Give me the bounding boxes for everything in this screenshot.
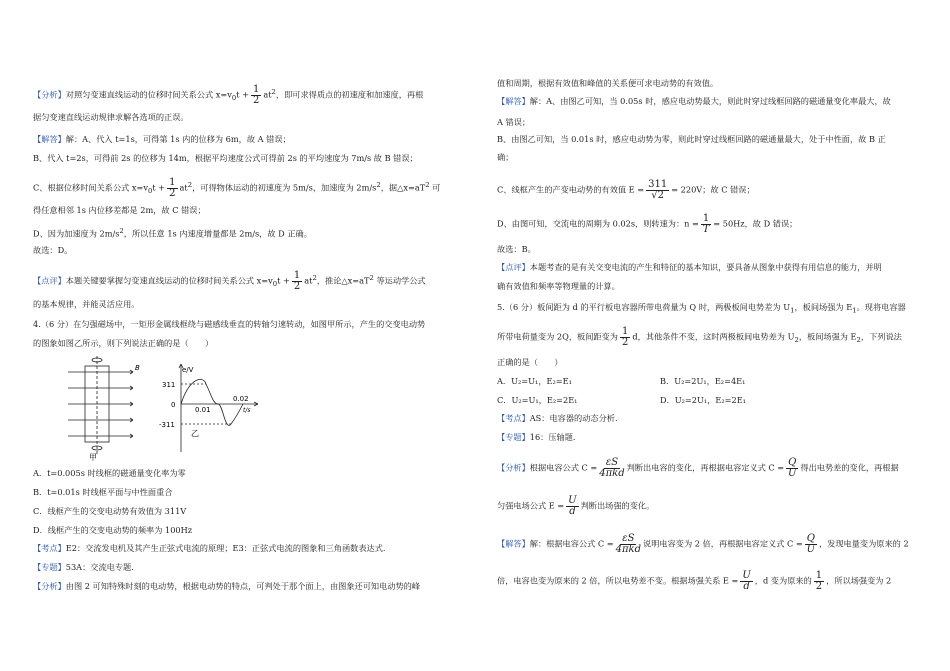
special-tag: 【专题】 <box>497 432 530 442</box>
field-label: B <box>135 364 140 372</box>
comment-line-2: 的基本规律，并能灵活应用。 <box>33 299 140 309</box>
option-5a: A．U₂=U₁，E₂=E₁ <box>497 376 572 386</box>
text: 5.（6 分）板间距为 d 的平行板电容器所带电荷量为 Q 时，两极板间电势差为 U <box>497 302 791 312</box>
text: D、由图可知，交流电的周期为 0.02s，则转速为：n = <box>497 218 699 229</box>
text: ，即可求得质点的初速度和加速度，再根 <box>275 89 424 100</box>
answer-4-line-7: 故选：B。 <box>497 244 536 254</box>
question-4-figure <box>63 354 263 462</box>
x-axis-label: t/s <box>243 407 251 414</box>
text: d，其他条件不变，这时两极板间电势差为 U <box>632 331 795 342</box>
answer-line-4: 得任意相邻 1s 内位移差都是 2m，故 C 错误； <box>33 205 206 215</box>
text: 对照匀变速直线运动的位移时间关系公式 x=v <box>65 89 232 100</box>
question-5-line-3: 正确的是（ ） <box>497 357 563 367</box>
topic-tag: 【考点】 <box>33 543 66 553</box>
text: 判断出场强的变化。 <box>580 500 655 511</box>
text: ，下列说法 <box>860 331 902 342</box>
text: 解：根据电容公式 C = <box>529 538 614 549</box>
numerator: U <box>742 570 751 581</box>
figure-label-yi: 乙 <box>191 429 199 438</box>
option-5c: C．U₂=U₁，E₂=2E₁ <box>497 395 578 405</box>
special-line-4 <box>33 562 473 573</box>
denominator: d <box>743 581 750 592</box>
text: ，所以任意 1s 内速度增量都是 2m/s，故 D 正确。 <box>123 228 312 239</box>
denominator: d <box>569 506 576 517</box>
text: at <box>179 182 188 193</box>
answer-5-line-1 <box>497 534 937 555</box>
text: AS：电容器的动态分析. <box>529 413 618 423</box>
text: 匀强电场公式 E = <box>497 500 565 511</box>
topic-line-4 <box>33 543 473 554</box>
answer-line-3 <box>33 178 473 199</box>
answer-tag: 【解答】 <box>497 96 530 106</box>
superscript: 2 <box>271 87 276 96</box>
text: C、线框产生的产变电动势的有效值 E = <box>497 184 645 195</box>
y-tick-311: 311 <box>162 381 176 389</box>
text: 判断出电容的变化，再根据电容定义式 C = <box>626 462 785 473</box>
fraction <box>251 85 261 106</box>
text: 53A：交流电专题. <box>65 562 134 572</box>
fraction <box>616 534 641 555</box>
text: 解：A、由图乙可知，当 0.05s 时，感应电动势最大，则此时穿过线框回路的磁通量变化率最大，故 <box>529 96 891 106</box>
topic-line-5 <box>497 413 937 424</box>
option-4a: A．t=0.005s 时线框的磁通量变化率为零 <box>33 468 186 478</box>
denominator: 2 <box>252 95 260 106</box>
x-tick-001: 0.01 <box>195 406 211 414</box>
superscript: 2 <box>369 273 374 282</box>
option-5b: B．U₂=2U₁，E₂=4E₁ <box>660 376 746 386</box>
fraction <box>167 178 177 199</box>
superscript: 2 <box>376 180 381 189</box>
numerator: 1 <box>252 84 260 95</box>
denominator: 2 <box>169 188 176 199</box>
answer-4-line-6 <box>497 214 937 235</box>
text: 本题关键要掌握匀变速直线运动的位移时间关系公式 x=v <box>65 275 273 286</box>
text: 16：压轴题. <box>529 432 576 442</box>
denominator: 4πkd <box>615 544 642 555</box>
fraction <box>805 534 817 555</box>
subscript: 1 <box>790 306 795 315</box>
superscript: 2 <box>187 180 193 189</box>
analysis-5-line-2 <box>497 496 937 517</box>
comment-line-1 <box>33 271 473 292</box>
denominator: U <box>788 468 797 479</box>
text: at <box>304 275 313 286</box>
subscript: 2 <box>856 336 861 345</box>
comment-4-line-1 <box>497 262 937 273</box>
text: t + <box>277 275 290 286</box>
fraction <box>701 214 711 235</box>
numerator: 1 <box>815 570 823 581</box>
numerator: 311 <box>648 179 668 190</box>
text: = 220V；故 C 错误； <box>671 184 755 195</box>
answer-4-line-5 <box>497 180 937 201</box>
subscript: 0 <box>272 280 278 289</box>
text: 得出电势差的变化，再根据 <box>800 462 899 473</box>
superscript: 2 <box>425 180 430 189</box>
fraction <box>566 496 578 517</box>
comment-4-line-2: 确有效值和频率等物理量的计算。 <box>497 281 620 291</box>
denominator: 4πkd <box>599 468 625 479</box>
figure-label-jia: 甲 <box>89 453 97 462</box>
subscript: 0 <box>148 187 153 196</box>
answer-4-line-3: B、由图乙可知，当 0.01s 时，感应电动势为零，则此时穿过线框回路的磁通量最大，处于中性面，故 B 正 <box>497 134 886 144</box>
option-5d: D．U₂=2U₁，E₂=2E₁ <box>660 395 746 405</box>
answer-line-1 <box>33 134 473 145</box>
text: 说明电容变为 2 倍，再根据电容定义式 C = <box>643 538 803 549</box>
fraction <box>646 180 669 201</box>
denominator: 2 <box>815 581 823 592</box>
analysis-tag: 【分析】 <box>497 462 530 473</box>
denominator: T <box>702 224 710 235</box>
denominator: √2 <box>651 190 665 201</box>
text: = 50Hz，故 D 错误； <box>713 218 798 229</box>
superscript: 2 <box>119 227 124 235</box>
subscript: 2 <box>794 336 799 345</box>
option-4d: D．线框产生的交变电动势的频率为 100Hz <box>33 525 193 535</box>
fraction <box>292 271 302 292</box>
analysis-tag: 【分析】 <box>33 581 66 591</box>
text: ，发现电量变为原来的 2 <box>818 538 909 549</box>
analysis-line-2: 据匀变速直线运动规律求解各选项的正误。 <box>33 112 189 122</box>
right-line-1: 值和周期，根据有效值和峰值的关系便可求电动势的有效值。 <box>497 78 719 88</box>
text: t + <box>152 182 166 193</box>
text: ，板间场强为 E <box>798 331 857 342</box>
text: 由图 2 可知特殊时刻的电动势，根据电动势的特点，可判处于那个面上，由图象还可知电动势的峰 <box>65 581 421 591</box>
text: 本题考查的是有关交变电流的产生和特征的基本知识，要具备从图象中获得有用信息的能力，并明 <box>529 262 882 272</box>
text: ，板间场强为 E <box>794 302 853 312</box>
question-4-line-1: 4.（6 分）在匀强磁场中，一矩形金属线框绕与磁感线垂直的转轴匀速转动，如图甲所示，产生的交变电动势 <box>33 319 426 329</box>
x-tick-002: 0.02 <box>233 395 249 403</box>
text: ，d 变为原来的 <box>754 575 812 586</box>
y-axis-label: e/V <box>182 366 194 374</box>
denominator: 2 <box>621 337 629 348</box>
question-4-line-2: 的图象如图乙所示，则下列说法正确的是（ ） <box>33 338 214 348</box>
answer-4-line-2: A 错误； <box>497 117 531 127</box>
fraction <box>599 458 624 479</box>
answer-line-5 <box>33 226 473 240</box>
answer-line-2: B、代入 t=2s，可得前 2s 的位移为 14m，根据平均速度公式可得前 2s 的平均速度为 7m/s 故 B 错误； <box>33 153 418 163</box>
text: 根据电容公式 C = <box>529 462 598 473</box>
numerator: 1 <box>293 270 301 281</box>
numerator: εS <box>622 533 635 544</box>
text: ，据△x=aT <box>380 182 426 193</box>
option-4c: C．线框产生的交变电动势有效值为 311V <box>33 506 187 516</box>
text: ，推论△x=aT <box>316 275 370 286</box>
fraction <box>620 327 630 348</box>
fraction <box>786 458 798 479</box>
text: ，所以场强变为 2 <box>826 575 892 586</box>
topic-tag: 【考点】 <box>497 413 530 423</box>
answer-line-6: 故选：D。 <box>33 245 73 255</box>
numerator: 1 <box>169 177 176 188</box>
answer-4-line-1 <box>497 96 937 107</box>
subscript: 0 <box>231 94 237 103</box>
numerator: 1 <box>621 326 629 337</box>
numerator: Q <box>806 533 815 544</box>
comment-tag: 【点评】 <box>497 262 530 272</box>
superscript: 2 <box>312 273 317 282</box>
text: ，可得物体运动的初速度为 5m/s，加速度为 2m/s <box>192 182 377 193</box>
numerator: εS <box>605 457 619 468</box>
text: t + <box>236 89 249 100</box>
text: D、因为加速度为 2m/s <box>33 228 120 239</box>
comment-tag: 【点评】 <box>33 275 66 286</box>
y-tick-neg311: -311 <box>159 421 175 429</box>
frame-diagram <box>68 356 133 454</box>
question-5-line-2 <box>497 327 937 348</box>
answer-tag: 【解答】 <box>497 538 530 549</box>
origin-label: 0 <box>171 401 176 409</box>
text: E2：交流发电机及其产生正弦式电流的原理；E3：正弦式电流的图象和三角函数表达式. <box>65 543 386 553</box>
text: at <box>263 89 272 100</box>
subscript: 1 <box>852 306 857 315</box>
numerator: U <box>568 495 577 506</box>
fraction <box>814 571 824 592</box>
text: 倍，电容也变为原来的 2 倍，所以电势差不变。根据场强关系 E = <box>497 575 739 586</box>
analysis-tag: 【分析】 <box>33 89 66 100</box>
question-5-line-1 <box>497 302 937 317</box>
numerator: Q <box>788 457 797 468</box>
text: 可 <box>429 182 441 193</box>
text: 解：A、代入 t=1s，可得第 1s 内的位移为 6m，故 A 错误； <box>65 134 291 144</box>
numerator: 1 <box>702 213 710 224</box>
text: 等运动学公式 <box>373 275 426 286</box>
option-4b: B．t=0.01s 时线框平面与中性面重合 <box>33 487 173 497</box>
analysis-line-4 <box>33 581 473 592</box>
analysis-line-1 <box>33 85 473 106</box>
text: 所带电荷量变为 2Q，板间距变为 <box>497 331 618 342</box>
analysis-5-line-1 <box>497 458 937 479</box>
answer-4-line-4: 确； <box>497 152 514 162</box>
fraction <box>740 571 752 592</box>
answer-tag: 【解答】 <box>33 134 66 144</box>
denominator: U <box>806 544 816 555</box>
text: 。现将电容器 <box>856 302 906 312</box>
special-tag: 【专题】 <box>33 562 66 572</box>
denominator: 2 <box>293 281 301 292</box>
text: C、根据位移时间关系公式 x=v <box>33 182 149 193</box>
special-line-5 <box>497 432 937 443</box>
answer-5-line-2 <box>497 571 937 592</box>
